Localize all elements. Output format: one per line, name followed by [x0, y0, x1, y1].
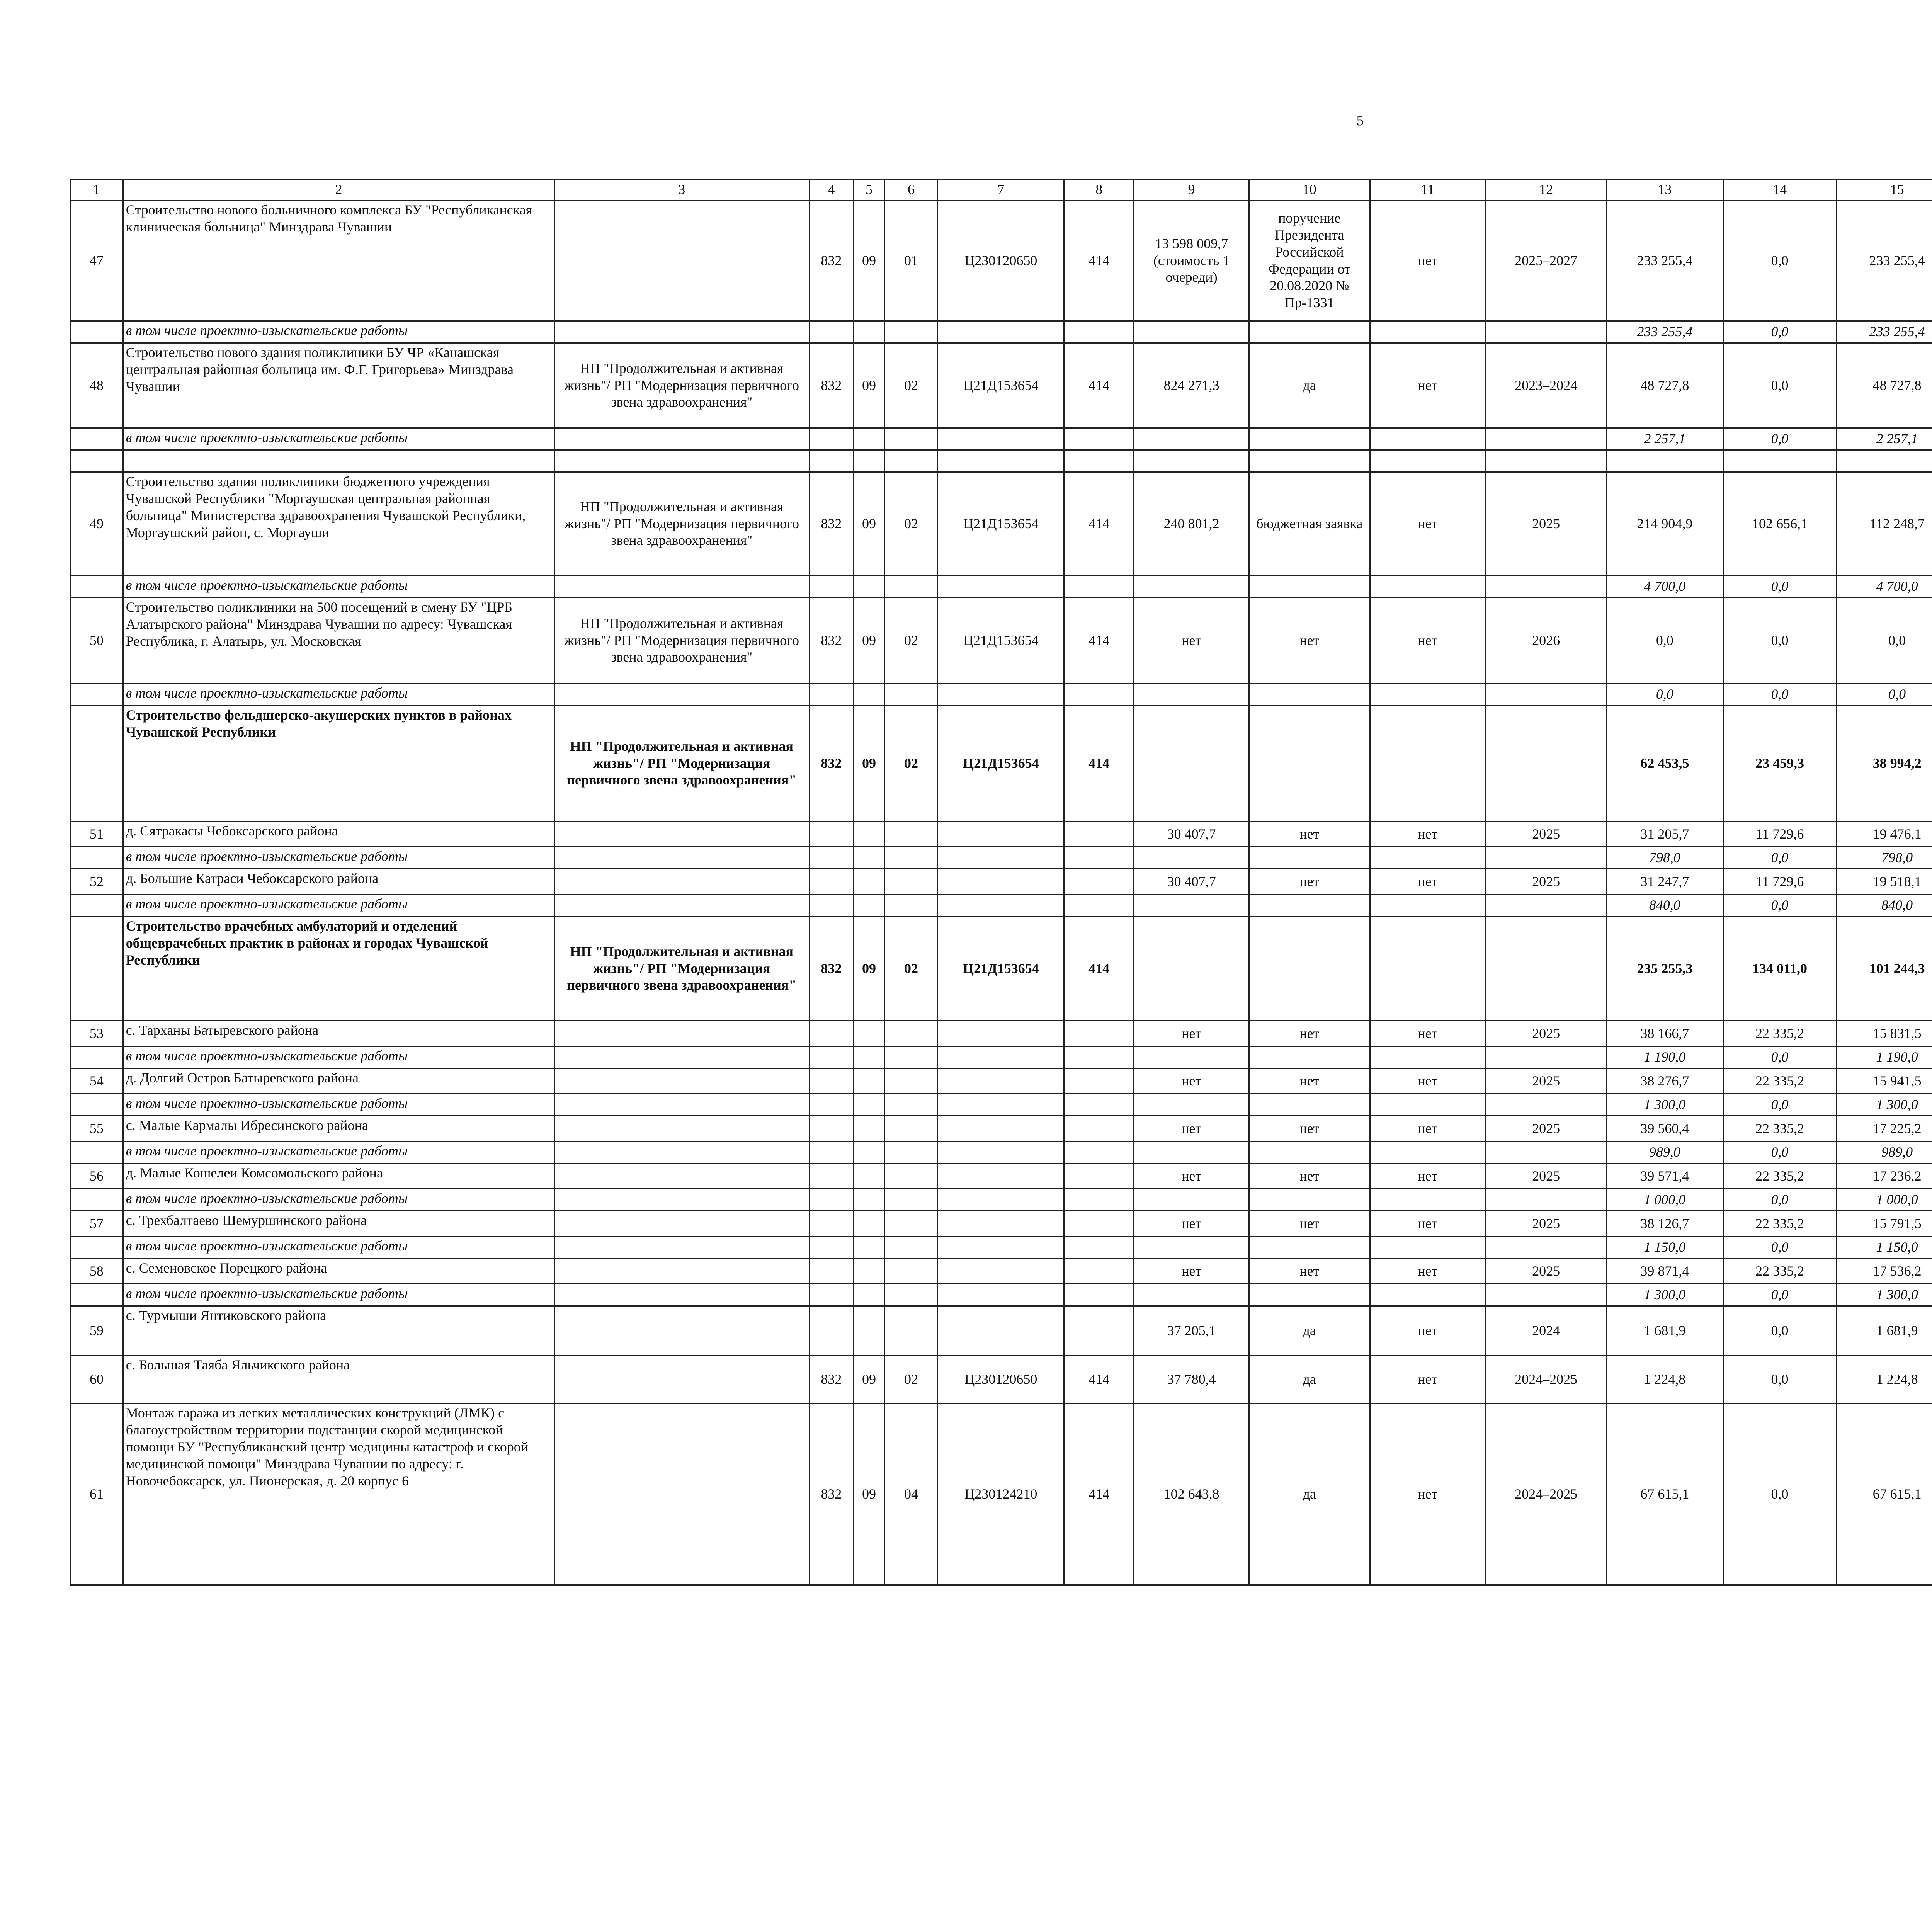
cell: 2025	[1486, 1211, 1607, 1237]
header-cell: 11	[1370, 179, 1486, 201]
cell: 101 244,3	[1837, 917, 1932, 1021]
cell: 38 166,7	[1607, 1021, 1723, 1046]
row-number: 56	[70, 1164, 123, 1189]
program-name	[554, 201, 809, 321]
cell: нет	[1370, 1211, 1486, 1237]
pir-row	[70, 1046, 1932, 1068]
cell: 39 560,4	[1607, 1116, 1723, 1142]
header-cell: 9	[1134, 179, 1249, 201]
table-row	[70, 1116, 1932, 1142]
pir-row	[70, 1189, 1932, 1211]
pir-label: в том числе проектно-изыскательские работы	[123, 684, 554, 706]
object-name: с. Турмыши Янтиковского района	[123, 1306, 554, 1356]
cell: 4 700,0	[1837, 576, 1932, 598]
pir-label: в том числе проектно-изыскательские работы	[123, 576, 554, 598]
cell: нет	[1249, 1259, 1370, 1284]
cell: 832	[809, 343, 854, 428]
cell: нет	[1370, 343, 1486, 428]
cell: 04	[884, 1404, 938, 1585]
row-number: 55	[70, 1116, 123, 1142]
group-name: Строительство фельдшерско-акушерских пунктов в районах Чувашской Республики	[123, 706, 554, 822]
cell: 0,0	[1723, 1046, 1837, 1068]
cell: 0,0	[1723, 1094, 1837, 1116]
cell: 0,0	[1837, 684, 1932, 706]
cell: 832	[809, 706, 854, 822]
object-name: с. Большая Таяба Яльчикского района	[123, 1356, 554, 1404]
cell: 1 150,0	[1607, 1237, 1723, 1259]
cell: нет	[1134, 1116, 1249, 1142]
pir-row	[70, 1284, 1932, 1306]
cell: Ц230120650	[938, 201, 1064, 321]
row-number: 52	[70, 869, 123, 895]
cell: нет	[1370, 1259, 1486, 1284]
header-cell: 6	[884, 179, 938, 201]
cell: 2025	[1486, 1164, 1607, 1189]
cell: нет	[1134, 1068, 1249, 1094]
cell: 09	[854, 201, 884, 321]
cell: нет	[1249, 822, 1370, 847]
cell: 0,0	[1723, 1142, 1837, 1164]
cell: 22 335,2	[1723, 1259, 1837, 1284]
cell: 2 257,1	[1837, 428, 1932, 450]
cell: 38 994,2	[1837, 706, 1932, 822]
header-cell: 13	[1607, 179, 1723, 201]
cell: 0,0	[1723, 847, 1837, 869]
cell: 02	[884, 598, 938, 684]
cell: 09	[854, 1404, 884, 1585]
pir-row	[70, 1094, 1932, 1116]
group-row	[70, 917, 1932, 1021]
cell: 840,0	[1837, 895, 1932, 917]
cell: нет	[1134, 1164, 1249, 1189]
cell: 17 236,2	[1837, 1164, 1932, 1189]
cell: 02	[884, 917, 938, 1021]
object-name: Строительство нового больничного комплекса БУ "Республиканская клиническая больница" Минздрава Чувашии	[123, 201, 554, 321]
cell: 31 247,7	[1607, 869, 1723, 895]
cell: 0,0	[1723, 1237, 1837, 1259]
header-cell: 2	[123, 179, 554, 201]
cell: 832	[809, 472, 854, 576]
program-name: НП "Продолжительная и активная жизнь"/ РП "Модернизация первичного звена здравоохранения"	[554, 917, 809, 1021]
cell: нет	[1249, 1164, 1370, 1189]
cell: 102 643,8	[1134, 1404, 1249, 1585]
cell: 2025	[1486, 1259, 1607, 1284]
cell: 02	[884, 1356, 938, 1404]
cell: 22 335,2	[1723, 1068, 1837, 1094]
pir-label: в том числе проектно-изыскательские работы	[123, 1142, 554, 1164]
cell: 38 126,7	[1607, 1211, 1723, 1237]
cell: Ц21Д153654	[938, 706, 1064, 822]
cell: нет	[1370, 1116, 1486, 1142]
cell: 09	[854, 1356, 884, 1404]
cell: 22 335,2	[1723, 1021, 1837, 1046]
cell: 09	[854, 343, 884, 428]
cell: нет	[1370, 1021, 1486, 1046]
program-name: НП "Продолжительная и активная жизнь"/ РП "Модернизация первичного звена здравоохранения"	[554, 472, 809, 576]
table-row	[70, 822, 1932, 847]
table-row	[70, 869, 1932, 895]
pir-label: в том числе проектно-изыскательские работы	[123, 1237, 554, 1259]
cell: да	[1249, 1404, 1370, 1585]
cell: 15 791,5	[1837, 1211, 1932, 1237]
cell: 2023–2024	[1486, 343, 1607, 428]
cell: 13 598 009,7 (стоимость 1 очереди)	[1134, 201, 1249, 321]
cell: 02	[884, 706, 938, 822]
cell: нет	[1370, 869, 1486, 895]
pir-label: в том числе проектно-изыскательские работы	[123, 895, 554, 917]
cell: 37 780,4	[1134, 1356, 1249, 1404]
row-number: 51	[70, 822, 123, 847]
cell: 1 190,0	[1837, 1046, 1932, 1068]
cell: 0,0	[1723, 1356, 1837, 1404]
cell: 22 335,2	[1723, 1211, 1837, 1237]
cell: Ц230124210	[938, 1404, 1064, 1585]
cell: 0,0	[1723, 1306, 1837, 1356]
cell: 15 831,5	[1837, 1021, 1932, 1046]
cell: 989,0	[1607, 1142, 1723, 1164]
cell: 214 904,9	[1607, 472, 1723, 576]
pir-label: в том числе проектно-изыскательские работы	[123, 321, 554, 343]
cell: 824 271,3	[1134, 343, 1249, 428]
cell: 414	[1064, 201, 1134, 321]
cell: 19 518,1	[1837, 869, 1932, 895]
table-row	[70, 1211, 1932, 1237]
cell: 0,0	[1837, 598, 1932, 684]
pir-row	[70, 321, 1932, 343]
table-row	[70, 1306, 1932, 1356]
header-cell: 12	[1486, 179, 1607, 201]
cell: 0,0	[1723, 598, 1837, 684]
header-cell: 14	[1723, 179, 1837, 201]
cell: 233 255,4	[1607, 201, 1723, 321]
object-name: д. Долгий Остров Батыревского района	[123, 1068, 554, 1094]
cell: нет	[1370, 1068, 1486, 1094]
row-number: 53	[70, 1021, 123, 1046]
cell: 0,0	[1607, 598, 1723, 684]
row-number: 58	[70, 1259, 123, 1284]
cell: 414	[1064, 598, 1134, 684]
table-row	[70, 1259, 1932, 1284]
cell: 0,0	[1723, 343, 1837, 428]
table-row	[70, 201, 1932, 321]
object-name: д. Большие Катраси Чебоксарского района	[123, 869, 554, 895]
investment-table	[70, 179, 1932, 1586]
cell: нет	[1249, 1021, 1370, 1046]
object-name: д. Малые Кошелеи Комсомольского района	[123, 1164, 554, 1189]
cell: 67 615,1	[1607, 1404, 1723, 1585]
cell: нет	[1249, 1068, 1370, 1094]
cell: 1 000,0	[1837, 1189, 1932, 1211]
cell: 1 190,0	[1607, 1046, 1723, 1068]
object-name: Строительство нового здания поликлиники БУ ЧР «Канашская центральная районная больница им. Ф.Г. Григорьева» Минздрава Чувашии	[123, 343, 554, 428]
page-number: 5	[1356, 112, 1364, 129]
cell: нет	[1370, 822, 1486, 847]
cell: да	[1249, 1356, 1370, 1404]
cell: 02	[884, 472, 938, 576]
header-cell: 15	[1837, 179, 1932, 201]
cell: да	[1249, 1306, 1370, 1356]
cell: 414	[1064, 706, 1134, 822]
cell: 2024–2025	[1486, 1404, 1607, 1585]
cell: 17 225,2	[1837, 1116, 1932, 1142]
header-row	[70, 179, 1932, 201]
cell: 1 224,8	[1607, 1356, 1723, 1404]
cell: 0,0	[1723, 1284, 1837, 1306]
cell: 22 335,2	[1723, 1116, 1837, 1142]
cell: 1 224,8	[1837, 1356, 1932, 1404]
cell: 62 453,5	[1607, 706, 1723, 822]
pir-row	[70, 684, 1932, 706]
cell: 17 536,2	[1837, 1259, 1932, 1284]
pir-row	[70, 576, 1932, 598]
cell: 0,0	[1723, 684, 1837, 706]
object-name: Строительство поликлиники на 500 посещений в смену БУ "ЦРБ Алатырского района" Минздрава Чувашии по адресу: Чувашская Республика, г. Алатырь, ул. Московская	[123, 598, 554, 684]
cell: 38 276,7	[1607, 1068, 1723, 1094]
cell: 832	[809, 598, 854, 684]
header-cell: 10	[1249, 179, 1370, 201]
cell: 48 727,8	[1837, 343, 1932, 428]
cell: 39 571,4	[1607, 1164, 1723, 1189]
object-name: Строительство здания поликлиники бюджетного учреждения Чувашской Республики "Моргаушская центральная районная больница" Министерства здравоохранения Чувашской Республики, Моргаушский район, с. Моргауши	[123, 472, 554, 576]
cell: нет	[1370, 472, 1486, 576]
cell: 0,0	[1723, 321, 1837, 343]
cell: нет	[1134, 1021, 1249, 1046]
row-number: 50	[70, 598, 123, 684]
cell: нет	[1370, 1306, 1486, 1356]
cell: 414	[1064, 1404, 1134, 1585]
header-cell: 4	[809, 179, 854, 201]
cell: 2025–2027	[1486, 201, 1607, 321]
cell: Ц21Д153654	[938, 598, 1064, 684]
header-cell: 7	[938, 179, 1064, 201]
cell: 989,0	[1837, 1142, 1932, 1164]
table-row	[70, 1356, 1932, 1404]
object-name: с. Семеновское Порецкого района	[123, 1259, 554, 1284]
cell: 832	[809, 1404, 854, 1585]
cell: 1 300,0	[1837, 1094, 1932, 1116]
cell: 0,0	[1723, 201, 1837, 321]
header-cell: 5	[854, 179, 884, 201]
row-number: 54	[70, 1068, 123, 1094]
cell: Ц230120650	[938, 1356, 1064, 1404]
row-number: 59	[70, 1306, 123, 1356]
program-name: НП "Продолжительная и активная жизнь"/ РП "Модернизация первичного звена здравоохранения"	[554, 706, 809, 822]
object-name: с. Трехбалтаево Шемуршинского района	[123, 1211, 554, 1237]
cell: 798,0	[1607, 847, 1723, 869]
cell: 0,0	[1723, 895, 1837, 917]
cell: 832	[809, 917, 854, 1021]
cell: 2024	[1486, 1306, 1607, 1356]
cell: 235 255,3	[1607, 917, 1723, 1021]
cell: 414	[1064, 1356, 1134, 1404]
spacer-row	[70, 450, 1932, 472]
cell: нет	[1249, 1211, 1370, 1237]
header-cell: 3	[554, 179, 809, 201]
cell: 02	[884, 343, 938, 428]
cell: 840,0	[1607, 895, 1723, 917]
pir-row	[70, 428, 1932, 450]
cell: 112 248,7	[1837, 472, 1932, 576]
pir-row	[70, 895, 1932, 917]
row-number: 48	[70, 343, 123, 428]
object-name: с. Тарханы Батыревского района	[123, 1021, 554, 1046]
object-name: Монтаж гаража из легких металлических конструкций (ЛМК) с благоустройством территории подстанции скорой медицинской помощи БУ "Республиканский центр медицины катастроф и скорой медицинской помощи" Минздрава Чувашии по адресу: г. Новочебоксарск, ул. Пионерская, д. 20 корпус 6	[123, 1404, 554, 1585]
cell: 0,0	[1723, 1189, 1837, 1211]
cell: 1 681,9	[1607, 1306, 1723, 1356]
cell: 09	[854, 598, 884, 684]
cell: 48 727,8	[1607, 343, 1723, 428]
row-number: 60	[70, 1356, 123, 1404]
cell: Ц21Д153654	[938, 343, 1064, 428]
cell: 2025	[1486, 869, 1607, 895]
cell: 2025	[1486, 1068, 1607, 1094]
cell: 30 407,7	[1134, 869, 1249, 895]
cell: 19 476,1	[1837, 822, 1932, 847]
cell: нет	[1370, 1356, 1486, 1404]
cell: 414	[1064, 343, 1134, 428]
cell: 233 255,4	[1837, 321, 1932, 343]
cell: 2025	[1486, 822, 1607, 847]
cell: Ц21Д153654	[938, 472, 1064, 576]
cell: нет	[1134, 598, 1249, 684]
object-name: д. Сятракасы Чебоксарского района	[123, 822, 554, 847]
cell: 15 941,5	[1837, 1068, 1932, 1094]
cell: 134 011,0	[1723, 917, 1837, 1021]
table-row	[70, 1021, 1932, 1046]
cell: нет	[1370, 1404, 1486, 1585]
table-row	[70, 598, 1932, 684]
cell: 798,0	[1837, 847, 1932, 869]
program-name: НП "Продолжительная и активная жизнь"/ РП "Модернизация первичного звена здравоохранения"	[554, 598, 809, 684]
cell: нет	[1249, 869, 1370, 895]
cell: Ц21Д153654	[938, 917, 1064, 1021]
cell: нет	[1370, 1164, 1486, 1189]
cell: 4 700,0	[1607, 576, 1723, 598]
cell: 09	[854, 472, 884, 576]
cell: 1 150,0	[1837, 1237, 1932, 1259]
cell: 22 335,2	[1723, 1164, 1837, 1189]
cell: 2025	[1486, 472, 1607, 576]
cell: 01	[884, 201, 938, 321]
cell: да	[1249, 343, 1370, 428]
cell: 0,0	[1723, 576, 1837, 598]
cell: 0,0	[1723, 428, 1837, 450]
cell: 102 656,1	[1723, 472, 1837, 576]
cell: 233 255,4	[1837, 201, 1932, 321]
cell: 240 801,2	[1134, 472, 1249, 576]
pir-row	[70, 847, 1932, 869]
cell: 09	[854, 706, 884, 822]
cell: 1 000,0	[1607, 1189, 1723, 1211]
pir-row	[70, 1142, 1932, 1164]
pir-row	[70, 1237, 1932, 1259]
cell: 2 257,1	[1607, 428, 1723, 450]
header-cell: 8	[1064, 179, 1134, 201]
pir-label: в том числе проектно-изыскательские работы	[123, 1046, 554, 1068]
table-row	[70, 1164, 1932, 1189]
program-name: НП "Продолжительная и активная жизнь"/ РП "Модернизация первичного звена здравоохранения"	[554, 343, 809, 428]
cell: 832	[809, 1356, 854, 1404]
group-row	[70, 706, 1932, 822]
pir-label: в том числе проектно-изыскательские работы	[123, 428, 554, 450]
table-row	[70, 343, 1932, 428]
cell: 09	[854, 917, 884, 1021]
table-row	[70, 472, 1932, 576]
cell: 233 255,4	[1607, 321, 1723, 343]
cell: 1 681,9	[1837, 1306, 1932, 1356]
cell: 1 300,0	[1607, 1094, 1723, 1116]
table-row	[70, 1404, 1932, 1585]
cell: нет	[1249, 598, 1370, 684]
cell: 414	[1064, 917, 1134, 1021]
cell: бюджетная заявка	[1249, 472, 1370, 576]
pir-label: в том числе проектно-изыскательские работы	[123, 847, 554, 869]
cell: нет	[1134, 1259, 1249, 1284]
cell: 1 300,0	[1607, 1284, 1723, 1306]
row-number: 47	[70, 201, 123, 321]
pir-label: в том числе проектно-изыскательские работы	[123, 1189, 554, 1211]
cell: 2025	[1486, 1116, 1607, 1142]
header-cell: 1	[70, 179, 123, 201]
row-number: 49	[70, 472, 123, 576]
cell: 2026	[1486, 598, 1607, 684]
cell: нет	[1249, 1116, 1370, 1142]
row-number: 57	[70, 1211, 123, 1237]
cell: 37 205,1	[1134, 1306, 1249, 1356]
cell: 2025	[1486, 1021, 1607, 1046]
cell: 11 729,6	[1723, 822, 1837, 847]
cell: 30 407,7	[1134, 822, 1249, 847]
cell: 31 205,7	[1607, 822, 1723, 847]
cell: 23 459,3	[1723, 706, 1837, 822]
cell: нет	[1370, 201, 1486, 321]
cell: 11 729,6	[1723, 869, 1837, 895]
cell: поручение Президента Российской Федерации от 20.08.2020 № Пр-1331	[1249, 201, 1370, 321]
cell: нет	[1370, 598, 1486, 684]
group-name: Строительство врачебных амбулаторий и отделений общеврачебных практик в районах и городах Чувашской Республики	[123, 917, 554, 1021]
object-name: с. Малые Кармалы Ибресинского района	[123, 1116, 554, 1142]
cell: 0,0	[1607, 684, 1723, 706]
cell: 39 871,4	[1607, 1259, 1723, 1284]
cell: 414	[1064, 472, 1134, 576]
pir-label: в том числе проектно-изыскательские работы	[123, 1284, 554, 1306]
cell: 1 300,0	[1837, 1284, 1932, 1306]
row-number: 61	[70, 1404, 123, 1585]
cell: 2024–2025	[1486, 1356, 1607, 1404]
cell: 0,0	[1723, 1404, 1837, 1585]
pir-label: в том числе проектно-изыскательские работы	[123, 1094, 554, 1116]
cell: 67 615,1	[1837, 1404, 1932, 1585]
cell: 832	[809, 201, 854, 321]
cell: нет	[1134, 1211, 1249, 1237]
table-row	[70, 1068, 1932, 1094]
